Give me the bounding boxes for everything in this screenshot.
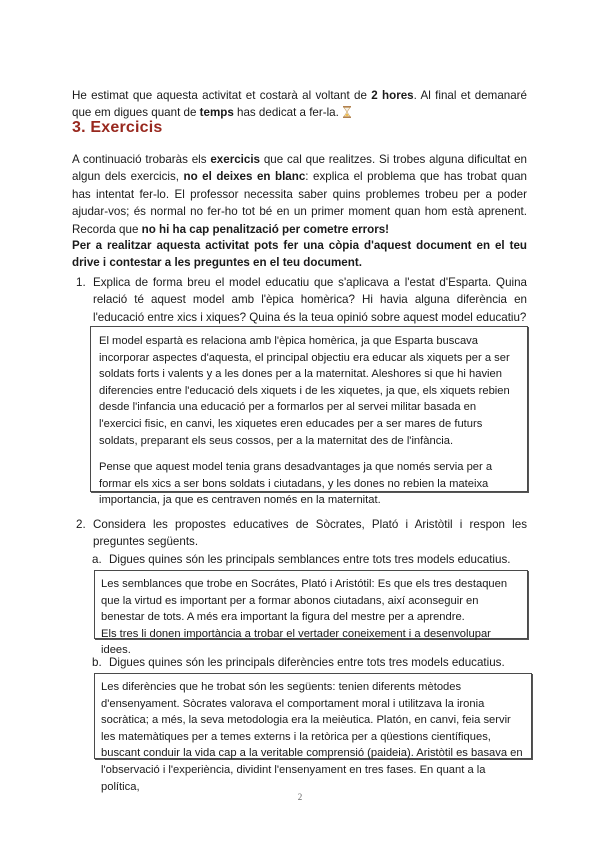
answer-line: Les diferències que he trobat són les següents: tenien diferents mètodes d'ensenyament. Sòcrates valorava el comportament moral i utilitzava la ironia socràtica; a més, la seva metodologia era la meièutica. Platón, en canvi, feia servir les matemàtiques per a temes externs i la retòrica per a qüestions científiques, buscant conduir la vida cap a la veritable comprensió (paideia). Aristòtil es basava en l'observació i l'experiència, dividint l'ensenyament en tres fases. En quant a la política, bbox=[101, 681, 523, 793]
subquestion-text: Digues quines són les principals diferències entre tots tres models educatius. bbox=[109, 656, 505, 669]
answer-box-2b[interactable] bbox=[94, 673, 532, 793]
subquestion-text: Digues quines són les principals semblances entre tots tres models educatius. bbox=[109, 553, 511, 566]
copy-note: Per a realitzar aquesta activitat pots fer una còpia d'aquest document en el teu drive i contestar a les preguntes en el teu document. bbox=[72, 239, 527, 270]
question-2 bbox=[76, 516, 528, 552]
question-number: 1. bbox=[76, 276, 86, 289]
instructions-paragraph bbox=[72, 151, 527, 238]
answer-paragraph: El model espartà es relaciona amb l'èpica homèrica, ja que Esparta buscava incorporar aspectes d'aquesta, el principal objectiu era educar als xiquets per a ser soldats forts i valents y a les dones per a la maternitat. Aleshores si que hi havien diferencies entre l'educació dels xiquets i de les xiquetes, ja que, els xiquets rebien desde l'infancia una educació per a formarlos per al servei militar basada en l'exercici fisic, en canvi, les xiquetes eren educades per a ser mares de futurs soldats, preparant els seus cossos, per a la maternitat des de l'infància. bbox=[99, 335, 510, 447]
no-blank-bold: no el deixes en blanc bbox=[183, 170, 306, 184]
subquestion-b bbox=[92, 654, 532, 672]
subquestion-a bbox=[92, 551, 532, 569]
answer-box-2a[interactable] bbox=[94, 570, 528, 657]
section-heading: 3. Exercicis bbox=[72, 119, 163, 136]
answer-box-1[interactable] bbox=[90, 326, 528, 507]
no-penalty-bold: no hi ha cap penalització per cometre errors! bbox=[141, 222, 390, 236]
question-number: 2. bbox=[76, 518, 86, 531]
question-text: Considera les propostes educatives de Sòcrates, Plató i Aristòtil i respon les preguntes següents. bbox=[93, 518, 527, 549]
instructions-text: A continuació trobaràs els bbox=[72, 153, 211, 166]
subquestion-letter: a. bbox=[92, 553, 102, 566]
instructions-text: : explica el problema que has trobat quan has intentat fer-lo. El professor necessita saber quins problemes trobeu per a poder ajudar-vos; és normal no fer-ho tot bé en un primer moment quan hom està aprenent. Recorda que bbox=[72, 170, 527, 236]
exercises-bold: exercicis bbox=[210, 153, 261, 166]
intro-text: has dedicat a fer-la. bbox=[233, 106, 339, 120]
answer-paragraph: Pense que aquest model tenia grans desadvantages ja que només servia per a formar els xics a ser bons soldats i ciutadans, y les dones no rebien la mateixa importancia, ja que es centraven només en la maternitat. bbox=[99, 461, 493, 507]
duration-bold: 2 hores bbox=[371, 89, 414, 102]
intro-text: . Al final et demanaré que em digues quant de bbox=[72, 89, 527, 120]
time-bold: temps bbox=[199, 106, 234, 120]
answer-line: Les semblances que trobe en Socrátes, Plató i Aristótil: Es que els tres destaquen que la virtud es important per a formar abonos ciutadans, així aconseguir en benestar de tots. A més era important la figura del mestre per a aprendre. bbox=[101, 578, 508, 624]
time-estimate-paragraph bbox=[72, 87, 527, 122]
answer-line: Els tres li donen importància a trobar el vertader coneixement i a desenvolupar idees. bbox=[101, 627, 491, 657]
intro-text: He estimat que aquesta activitat et costarà al voltant de bbox=[72, 89, 372, 102]
question-1 bbox=[76, 274, 528, 334]
page-number: 2 bbox=[297, 792, 303, 802]
question-text: Explica de forma breu el model educatiu que s'aplicava a l'estat d'Esparta. Quina relació té aquest model amb l'èpica homèrica? Hi havia alguna diferència en l'educació entre xics i xiques? Quina és la teua opinió sobre aquest model educatiu? bbox=[93, 276, 527, 324]
hourglass-icon bbox=[343, 106, 351, 118]
instructions-text: que cal que realitzes. Si trobes alguna dificultat en algun dels exercicis, bbox=[72, 153, 528, 184]
subquestion-letter: b. bbox=[92, 656, 102, 669]
